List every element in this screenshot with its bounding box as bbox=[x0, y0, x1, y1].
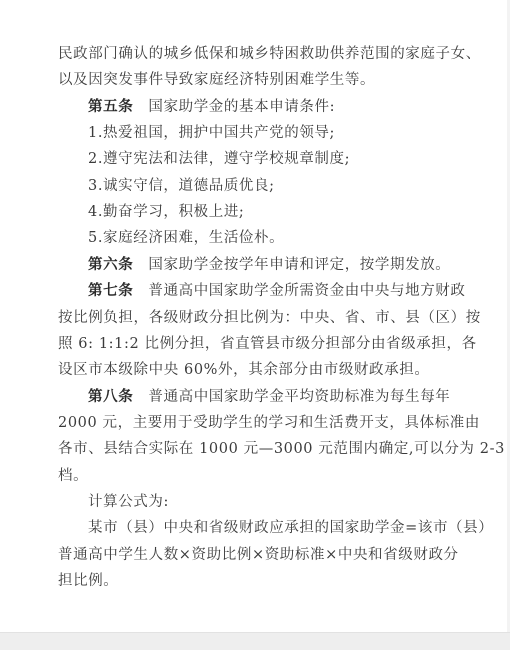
list-item: 2.遵守宪法和法律，遵守学校规章制度; bbox=[88, 151, 351, 167]
article-5-heading: 第五条 国家助学金的基本申请条件: bbox=[88, 98, 336, 115]
article-7-heading: 第七条 普通高中国家助学金所需资金由中央与地方财政 bbox=[88, 282, 466, 299]
article-8-heading: 第八条 普通高中国家助学金平均资助标准为每生每年 bbox=[88, 388, 451, 405]
formula-line: 担比例。 bbox=[58, 573, 119, 589]
formula-line: 某市（县）中央和省级财政应承担的国家助学金=该市（县） bbox=[88, 520, 494, 536]
text-line: 照 6: 1:1:2 比例分担，省直管县市级分担部分由省级承担，各 bbox=[58, 336, 477, 352]
list-item: 5.家庭经济困难，生活俭朴。 bbox=[88, 230, 285, 246]
article-number: 第五条 bbox=[88, 98, 134, 115]
list-item: 3.诚实守信，道德品质优良; bbox=[88, 178, 275, 194]
text-line: 以及因突发事件导致家庭经济特别困难学生等。 bbox=[58, 72, 376, 88]
text-line: 档。 bbox=[58, 468, 89, 484]
article-number: 第七条 bbox=[88, 282, 134, 299]
formula-label: 计算公式为: bbox=[88, 494, 169, 510]
article-number: 第八条 bbox=[88, 388, 134, 405]
list-item: 1.热爱祖国，拥护中国共产党的领导; bbox=[88, 125, 336, 141]
text-line: 民政部门确认的城乡低保和城乡特困救助供养范围的家庭子女、 bbox=[58, 46, 481, 62]
formula-line: 普通高中学生人数×资助比例×资助标准×中央和省级财政分 bbox=[58, 547, 459, 563]
text-line: 2000 元，主要用于受助学生的学习和生活费开支，具体标准由 bbox=[58, 415, 481, 431]
viewer-bottom-bar bbox=[0, 632, 510, 650]
list-item: 4.勤奋学习，积极上进; bbox=[88, 204, 245, 220]
text-line: 设区市本级除中央 60%外，其余部分由市级财政承担。 bbox=[58, 362, 430, 378]
text-line: 按比例负担，各级财政分担比例为：中央、省、市、县（区）按 bbox=[58, 310, 481, 326]
text-line: 各市、县结合实际在 1000 元—3000 元范围内确定,可以分为 2-3 bbox=[58, 441, 505, 457]
article-number: 第六条 bbox=[88, 256, 134, 273]
article-6-heading: 第六条 国家助学金按学年申请和评定，按学期发放。 bbox=[88, 256, 451, 273]
